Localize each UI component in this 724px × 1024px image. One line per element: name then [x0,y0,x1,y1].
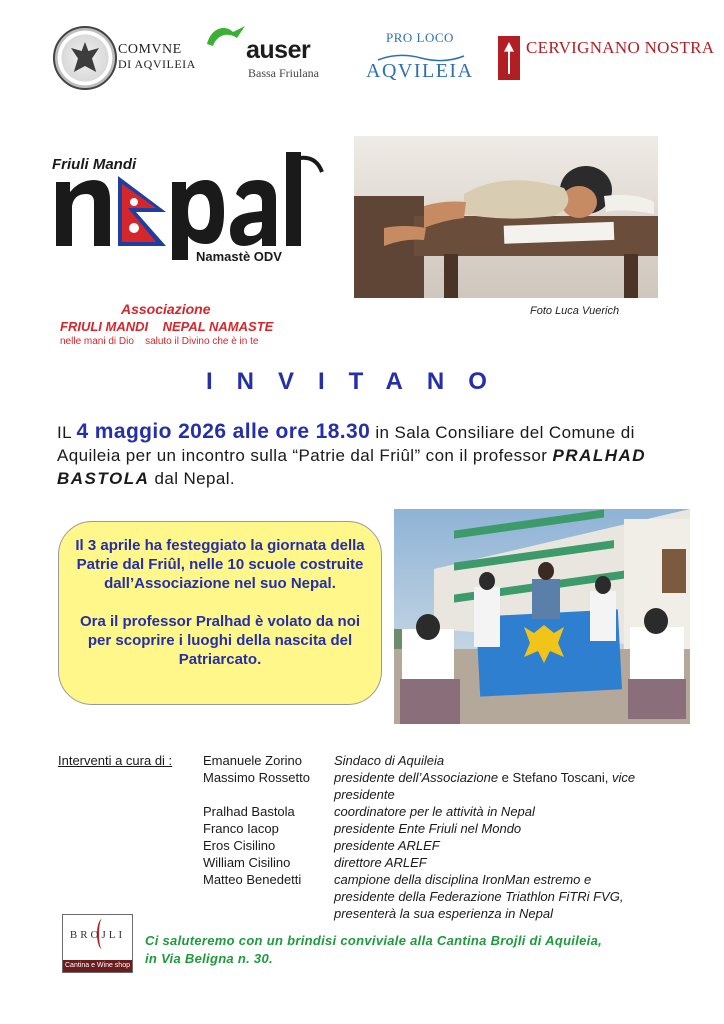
invitation-text1: in Sala Consiliare del Comune di Aquileia per un incontro sulla “Patrie dal Friûl” con il professor [57,423,635,465]
speaker-joiner: e [501,770,509,785]
cervignano-logo-name: CERVIGNANO NOSTRA [526,38,715,57]
speaker-names [203,752,310,922]
speaker-role-composite [334,769,714,786]
info-bubble [58,521,382,705]
comune-line1: COMVNE [118,42,182,57]
proloco-line1: PRO LOCO [386,30,454,45]
eagle-icon [71,42,99,72]
speaker-extra-role: vice [612,770,636,785]
brojli-logo-bar: Cantina e Wine shop [63,960,132,972]
nepal-flag-icon [118,176,166,246]
auser-logo-sub: Bassa Friulana [248,66,319,80]
speaker-name: Matteo Benedetti [203,872,302,887]
speaker-role: presidente [334,787,395,802]
professor-name: PRALHAD BASTOLA [57,446,647,488]
speaker-name [203,888,310,905]
speaker-role: direttore ARLEF [334,855,427,870]
bubble-para1: Il 3 aprile ha festeggiato la giornata della Patrie dal Friûl, nelle 10 scuole costruite dall’Associazione nel suo Nepal. [75,537,365,592]
speaker-name [203,905,310,922]
speaker-name [203,786,310,803]
closing-text [145,932,602,968]
speaker-role: Sindaco di Aquileia [334,753,445,768]
invitation-text2: dal Nepal. [154,469,236,488]
brojli-logo [62,914,133,973]
speaker-role: coordinatore per le attività in Nepal [334,804,535,819]
tower-icon [498,36,520,80]
speaker-name: Pralhad Bastola [203,804,295,819]
closing-line1: Ci saluteremo con un brindisi conviviale alla Cantina Brojli di Aquileia, [145,933,603,948]
invitation-prefix: IL [57,423,72,442]
auser-logo-name: auser [246,36,311,64]
speaker-role: presidente dell’Associazione [334,770,499,785]
comune-line2: DI AQVILEIA [118,57,196,71]
proloco-line2: AQVILEIA [366,60,474,82]
speaker-roles [334,752,714,922]
invitation-date: 4 maggio 2026 alle ore 18.30 [76,420,371,443]
speaker-role: campione della disciplina IronMan estremo e [334,872,592,887]
speaker-extra-name: Stefano Toscani, [512,770,609,785]
association-title: Associazione [121,301,211,317]
auser-swoosh-icon [203,22,249,50]
association-mottos [60,336,258,347]
school-flag-photo [394,509,690,724]
association-sub-left: nelle mani di Dio [60,336,134,347]
nepal-logo-bottom: Namastè ODV [196,249,282,264]
association-name-left: FRIULI MANDI [60,319,149,334]
bubble-para2: Ora il professor Pralhad è volato da noi per scoprire i luoghi della nascita del Patriarcato. [79,613,361,668]
comune-logo-text [118,42,196,72]
invitation-paragraph [57,420,677,490]
speaker-name: Franco Iacop [203,821,279,836]
association-name-right: NEPAL NAMASTE [162,319,274,334]
association-names [60,319,273,334]
association-sub-right: saluto il Divino che è in te [145,336,259,347]
speakers-label: Interventi a cura di : [58,753,173,768]
nepal-logo-top: Friuli Mandi [52,156,137,173]
speaker-name: Emanuele Zorino [203,753,302,768]
speaker-role: presidente Ente Friuli nel Mondo [334,821,522,836]
nepal-logo-wordmark [54,150,326,260]
sleeping-child-photo [354,136,658,298]
speaker-role: presenterà la sua esperienza in Nepal [334,906,553,921]
speaker-name: Eros Cisilino [203,838,276,853]
speaker-role: presidente ARLEF [334,838,440,853]
speaker-name: Massimo Rossetto [203,770,310,785]
speaker-role: presidente della Federazione Triathlon FiTRi FVG, [334,889,624,904]
comune-seal-logo [53,26,117,90]
brojli-logo-name: BROJLI [69,929,126,941]
photo-credit: Foto Luca Vuerich [530,305,620,317]
invitano-heading: INVITANO [206,368,511,395]
closing-line2: in Via Beligna n. 30. [145,951,273,966]
speaker-name: William Cisilino [203,855,291,870]
